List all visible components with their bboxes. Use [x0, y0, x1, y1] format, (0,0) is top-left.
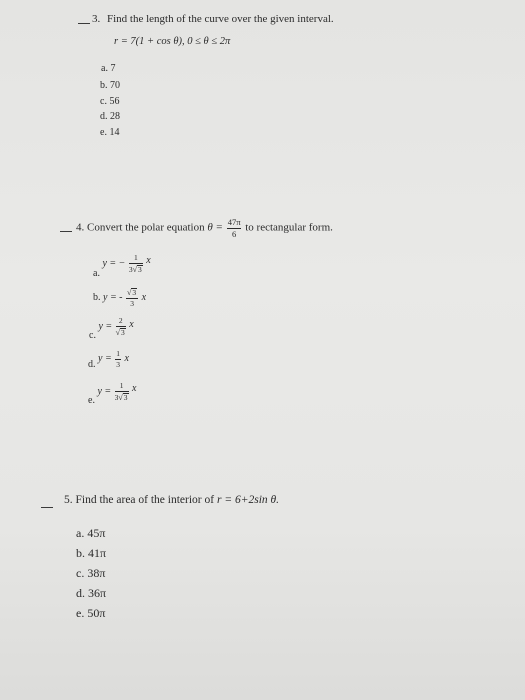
fraction-denominator: 3 [116, 359, 120, 369]
option-label: e. [100, 127, 107, 138]
q4-answer-blank [60, 231, 72, 232]
q5-option-d [76, 586, 106, 601]
sqrt-symbol: √ [132, 264, 138, 274]
option-label: c. [100, 96, 107, 107]
option-value: 28 [110, 111, 120, 122]
denominator-coefficient: 3 [114, 392, 119, 402]
fraction-denominator: 3 [130, 299, 134, 308]
option-variable: x [141, 292, 147, 304]
q4-number: 4. [76, 221, 85, 234]
option-fraction [129, 254, 143, 274]
option-label: c. [89, 330, 96, 342]
sqrt-symbol: √ [115, 327, 121, 337]
option-fraction [116, 317, 126, 337]
fraction-numerator: 1 [116, 349, 120, 358]
radicand: 3 [123, 392, 128, 402]
option-label: b. [100, 80, 108, 91]
q3-answer-blank [78, 23, 90, 24]
option-value: 41π [88, 546, 107, 560]
q5-option-e [76, 606, 105, 621]
fraction-numerator: 2 [116, 317, 126, 327]
fraction-denominator [115, 392, 129, 402]
fraction-denominator [129, 264, 143, 274]
option-value: 45π [87, 526, 106, 540]
q4-option-a [93, 253, 151, 280]
q3-prompt: Find the length of the curve over the given interval. [107, 13, 334, 25]
option-lhs: y = - [103, 292, 123, 304]
option-label: e. [76, 606, 85, 620]
q5-prompt: Find the area of the interior of [75, 494, 215, 506]
option-label: a. [101, 63, 108, 74]
q3-equation: r = 7(1 + cos θ), 0 ≤ θ ≤ 2π [114, 36, 231, 47]
q4-prompt-before: Convert the polar equation [87, 221, 205, 234]
option-fraction [126, 288, 138, 308]
option-variable: x [132, 383, 137, 395]
radicand: 3 [138, 264, 142, 274]
option-label: d. [88, 359, 96, 371]
option-value: 70 [110, 80, 120, 91]
option-value: 7 [110, 63, 116, 74]
option-label: d. [76, 586, 85, 600]
option-value: 36π [88, 586, 107, 600]
fraction-denominator: 6 [231, 228, 237, 239]
q5-option-b [76, 546, 106, 561]
q3-number: 3. [92, 13, 101, 25]
option-lhs: y = [97, 386, 112, 398]
q4-prompt-after: to rectangular form. [245, 221, 333, 234]
q5-answer-blank [41, 507, 53, 508]
fraction-denominator [116, 327, 126, 337]
q4-option-c [89, 316, 134, 342]
q4-theta: θ = [207, 221, 223, 234]
option-variable: x [129, 319, 134, 331]
q3-option-d [100, 111, 120, 122]
sqrt-symbol: √ [118, 392, 123, 402]
fraction-numerator: 1 [115, 382, 129, 392]
fraction-numerator: 1 [129, 254, 143, 264]
option-label: a. [76, 526, 85, 540]
q4-option-e [88, 381, 137, 407]
option-value: 56 [109, 96, 120, 107]
sqrt-symbol: √ [127, 288, 132, 297]
q5-option-c [76, 566, 105, 581]
option-value: 14 [109, 127, 120, 138]
q4-angle-fraction [227, 218, 242, 238]
option-variable: x [124, 353, 129, 365]
q3-option-e [100, 127, 119, 138]
option-label: b. [93, 292, 101, 304]
denominator-coefficient: 3 [128, 264, 133, 274]
q4-prompt [76, 218, 333, 238]
option-label: a. [93, 268, 100, 280]
option-value: 50π [87, 606, 106, 620]
q4-option-b [93, 288, 146, 308]
option-fraction [115, 350, 121, 368]
q3-option-c [100, 96, 119, 107]
option-label: b. [76, 546, 85, 560]
option-variable: x [146, 255, 151, 267]
option-lhs: y = [98, 353, 112, 365]
option-value: 38π [87, 566, 106, 580]
q3-option-b [100, 80, 120, 91]
option-label: d. [100, 111, 108, 122]
option-label: c. [76, 566, 85, 580]
q5-equation: r = 6+2sin θ. [216, 494, 280, 506]
option-lhs: y = [98, 321, 113, 333]
option-lhs: y = − [102, 258, 126, 270]
q4-option-d [88, 351, 129, 369]
q5-prompt-line [64, 494, 279, 506]
q5-option-a [76, 526, 105, 541]
q5-number: 5. [64, 494, 73, 506]
option-fraction [115, 382, 129, 402]
fraction-numerator [126, 288, 138, 299]
radicand: 3 [132, 288, 137, 297]
option-label: e. [88, 395, 95, 407]
radicand: 3 [121, 327, 125, 337]
fraction-numerator: 47π [227, 217, 241, 227]
q3-option-a [101, 63, 115, 74]
